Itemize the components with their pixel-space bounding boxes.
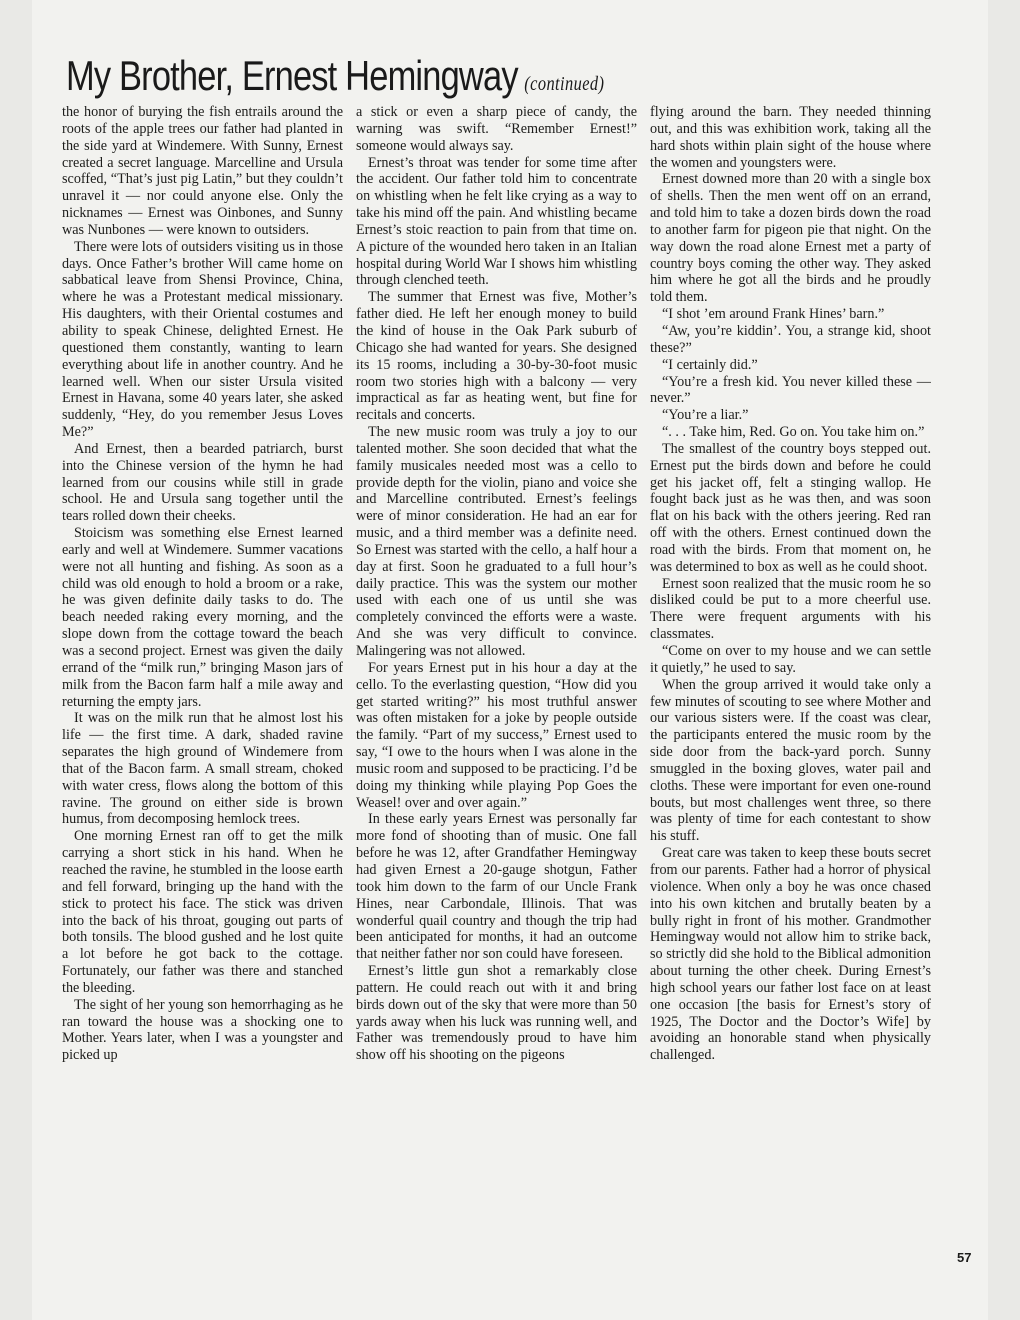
paragraph: The smallest of the country boys stepped out. Ernest put the birds down and before he could get his jacket off, felt a stinging wallop. He fought back just as he was then, and was soon flat on his back with the others jeering. Red ran off with the others. Ernest continued down the road with the birds. From that moment on, he was determined to box as well as he could shoot.: [650, 440, 931, 575]
paragraph: It was on the milk run that he almost lost his life — the first time. A dark, shaded ravine separates the high ground of Windemere from that of the Bacon farm. A small stream, choked with water cress, flows along the bottom of this ravine. The ground on either side is brown humus, from decomposing hemlock trees.: [62, 710, 343, 828]
paragraph: Stoicism was something else Ernest learned early and well at Windemere. Summer vacations were not all hunting and fishing. As soon as a child was old enough to hold a broom or a rake, he was given definite daily tasks to do. The beach needed raking every morning, and the slope down from the cottage toward the beach was a second project. Ernest was given the daily errand of the “milk run,” bringing Mason jars of milk from the Bacon farm half a mile away and returning the empty jars.: [62, 525, 343, 710]
paragraph: the honor of burying the fish entrails around the roots of the apple trees our father had planted in the side yard at Windemere. With Sunny, Ernest created a secret language. Marcelline and Ursula scoffed, “That’s just pig Latin,” but they couldn’t unravel it — nor could anyone else. Only the nicknames — Ernest was Oinbones, and Sunny was Nunbones — were known to outsiders.: [62, 104, 343, 238]
dialogue-line: “You’re a fresh kid. You never killed these — never.”: [650, 373, 931, 407]
paragraph: In these early years Ernest was personally far more fond of shooting than of music. One fall before he was 12, after Grandfather Hemingway had given Ernest a 20-gauge shotgun, Father took him down to the farm of our Uncle Frank Hines, near Carbondale, Illinois. That was wonderful quail country and though the trip had been anticipated for months, it had an outcome that neither father nor son could have foreseen.: [356, 811, 637, 963]
dialogue-line: “Aw, you’re kiddin’. You, a strange kid, shoot these?”: [650, 322, 931, 356]
text-column-2: [356, 104, 637, 1266]
paragraph: Ernest soon realized that the music room he so disliked could be put to a more cheerful use. There were frequent arguments with his classmates.: [650, 575, 931, 643]
text-column-1: [62, 104, 343, 1266]
article-title: My Brother, Ernest Hemingway: [66, 52, 518, 99]
paragraph: The summer that Ernest was five, Mother’s father died. He left her enough money to build the kind of house in the Oak Park suburb of Chicago she had wanted for years. She designed its 15 rooms, including a 30-by-30-foot music room two stories high with a balcony — very impractical as far as heating went, but fine for recitals and concerts.: [356, 289, 637, 424]
article-headline: [66, 52, 604, 100]
paragraph: For years Ernest put in his hour a day at the cello. To the everlasting question, “How did you get started writing?” his most truthful answer was often mistaken for a joke by people outside the family. “Part of my success,” Ernest used to say, “I owe to the hours when I was alone in the music room and supposed to be practicing. I’d be doing my thinking while playing Pop Goes the Weasel! over and over again.”: [356, 659, 637, 811]
paragraph: One morning Ernest ran off to get the milk carrying a short stick in his hand. When he reached the ravine, he stumbled in the loose earth and fell forward, bringing up the hand with the stick to protect his face. The stick was driven into the back of his throat, gouging out parts of both tonsils. The blood gushed and he lost quite a lot before he got back to the cottage. Fortunately, our father was there and stanched the bleeding.: [62, 828, 343, 996]
continued-label: (continued): [524, 73, 605, 95]
paragraph: a stick or even a sharp piece of candy, the warning was swift. “Remember Ernest!” someone would always say.: [356, 104, 637, 154]
dialogue-line: “I shot ’em around Frank Hines’ barn.”: [662, 306, 885, 323]
paragraph: Ernest downed more than 20 with a single box of shells. Then the men went off on an errand, and told him to take a dozen birds down the road to another farm for pigeon pie that night. On the way down the road alone Ernest met a party of country boys coming the other way. They asked him where he got all the birds and he proudly told them.: [650, 171, 931, 306]
paragraph: flying around the barn. They needed thinning out, and this was exhibition work, taking all the hard shots within plain sight of the house where the women and youngsters were.: [650, 104, 931, 171]
dialogue-line: “. . . Take him, Red. Go on. You take him on.”: [662, 424, 925, 441]
paragraph: Ernest’s little gun shot a remarkably close pattern. He could reach out with it and bring birds down out of the sky that were more than 50 yards away when his luck was running well, and Father was tremendously proud to have him show off his shooting on the pigeons: [356, 963, 637, 1064]
paragraph: “Come on over to my house and we can settle it quietly,” he used to say.: [650, 643, 931, 676]
text-column-3: [650, 104, 931, 1266]
page-number: 57: [957, 1250, 972, 1265]
dialogue-line: “You’re a liar.”: [662, 407, 749, 424]
paragraph: The sight of her young son hemorrhaging as he ran toward the house was a shocking one to Mother. Years later, when I was a youngster and picked up: [62, 996, 343, 1064]
dialogue-line: “I certainly did.”: [662, 356, 758, 373]
paragraph: Ernest’s throat was tender for some time after the accident. Our father told him to concentrate on whistling when he felt like crying as a way to take his mind off the pain. And whistling became Ernest’s stoic reaction to pain from that time on. A picture of the wounded hero taken in an Italian hospital during World War I shows him whistling through clenched teeth.: [356, 154, 637, 289]
paragraph: When the group arrived it would take only a few minutes of scouting to see where Mother and our various sisters were. If the coast was clear, the participants entered the music room by the side door from the back-yard porch. Sunny smuggled in the boxing gloves, water pail and cloths. These were important for even one-round bouts, but most challenges went three, so there was plenty of time for each contestant to show his stuff.: [650, 676, 931, 845]
paragraph: There were lots of outsiders visiting us in those days. Once Father’s brother Will came home on sabbatical leave from Shensi Province, China, where he was a Protestant medical missionary. His daughters, with their Oriental costumes and ability to speak Chinese, delighted Ernest. He questioned them constantly, wanting to learn everything about life in another country. And he learned well. When our sister Ursula visited Ernest in Havana, some 40 years later, she asked suddenly, “Hey, do you remember Jesus Loves Me?”: [62, 238, 343, 441]
magazine-page: [32, 0, 988, 1320]
paragraph: Great care was taken to keep these bouts secret from our parents. Father had a horror of physical violence. When only a boy he was once chased into his own kitchen and brutally beaten by a bully right in front of his mother. Grandmother Hemingway would not allow him to strike back, so strictly did she hold to the Biblical admonition about turning the other cheek. During Ernest’s high school years our father lost face on at least one occasion [the basis for Ernest’s story of 1925, The Doctor and the Doctor’s Wife] by avoiding an honorable stand when physically challenged.: [650, 845, 931, 1064]
paragraph: And Ernest, then a bearded patriarch, burst into the Chinese version of the hymn he had learned from our cousins while still in grade school. He and Ursula sang together until the tears rolled down their cheeks.: [62, 440, 343, 525]
paragraph: The new music room was truly a joy to our talented mother. She soon decided that what the family musicales needed most was a cello to provide depth for the violin, piano and voice she and Marcelline contributed. Ernest’s feelings were of minor consideration. He had an ear for music, and a third member was a definite need. So Ernest was started with the cello, a half hour a day at first. Soon he graduated to a full hour’s daily practice. This was the system our mother used with each one of us until she was completely convinced the efforts were a waste. And she was very difficult to convince. Malingering was not allowed.: [356, 424, 637, 659]
